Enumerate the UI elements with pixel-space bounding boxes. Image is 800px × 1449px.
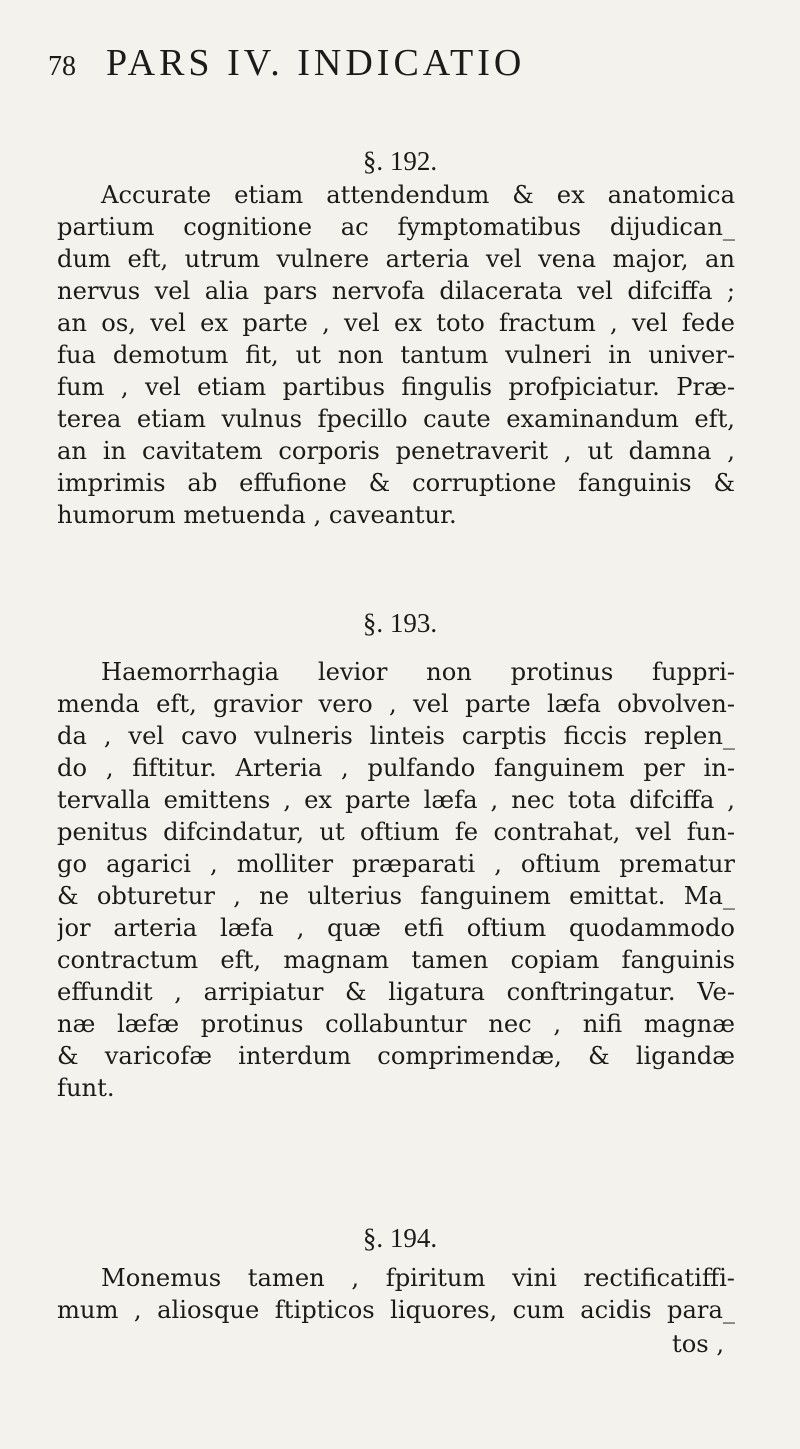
- text-line: funt.: [57, 1074, 115, 1102]
- text-line: dum eft, utrum vulnere arteria vel vena major, an: [57, 245, 735, 273]
- text-line: terea etiam vulnus fpecillo caute examinandum eft,: [57, 405, 735, 433]
- paragraph-192: [57, 179, 735, 531]
- text-line: humorum metuenda , caveantur.: [57, 501, 457, 529]
- text-line: Monemus tamen , fpiritum vini rectificatiffi-: [101, 1264, 735, 1292]
- section-mark-192: §. 192.: [362, 146, 438, 176]
- text-line: Haemorrhagia levior non protinus fuppri-: [101, 658, 735, 686]
- text-line: an os, vel ex parte , vel ex toto fractum , vel fede: [57, 309, 735, 337]
- text-line: nervus vel alia pars nervofa dilacerata vel difciffa ;: [57, 277, 735, 305]
- text-line: menda eft, gravior vero , vel parte læfa obvolven-: [57, 690, 735, 718]
- text-line: mum , aliosque ftipticos liquores, cum acidis para_: [57, 1296, 735, 1324]
- running-head-title: PARS IV. INDICATIO: [106, 42, 526, 84]
- text-line: Accurate etiam attendendum & ex anatomica: [101, 181, 735, 209]
- text-line: & varicofæ interdum comprimendæ, & ligandæ: [57, 1042, 735, 1070]
- text-line: contractum eft, magnam tamen copiam fanguinis: [57, 946, 735, 974]
- section-mark-193: §. 193.: [362, 608, 438, 638]
- text-line: fua demotum fit, ut non tantum vulneri in univer-: [57, 341, 735, 369]
- text-line: do , fiftitur. Arteria , pulfando fanguinem per in-: [57, 754, 735, 782]
- text-line: partium cognitione ac fymptomatibus dijudican_: [57, 213, 735, 241]
- text-line: imprimis ab effufione & corruptione fanguinis &: [57, 469, 735, 497]
- text-line: tervalla emittens , ex parte læfa , nec tota difciffa ,: [57, 786, 735, 814]
- page-number: 78: [48, 51, 76, 82]
- catchword: tos ,: [672, 1330, 725, 1358]
- paragraph-193: [57, 656, 735, 1104]
- paragraph-194: [57, 1262, 735, 1326]
- text-line: go agarici , molliter præparati , oftium prematur: [57, 850, 735, 878]
- text-line: jor arteria læfa , quæ etfi oftium quodammodo: [57, 914, 735, 942]
- text-line: da , vel cavo vulneris linteis carptis ficcis replen_: [57, 722, 735, 750]
- running-head: [48, 44, 688, 82]
- text-line: & obturetur , ne ulterius fanguinem emittat. Ma_: [57, 882, 735, 910]
- text-line: penitus difcindatur, ut oftium fe contrahat, vel fun-: [57, 818, 735, 846]
- text-line: effundit , arripiatur & ligatura conftringatur. Ve-: [57, 978, 735, 1006]
- text-line: næ læfæ protinus collabuntur nec , nifi magnæ: [57, 1010, 735, 1038]
- text-line: fum , vel etiam partibus fingulis profpiciatur. Præ-: [57, 373, 735, 401]
- text-line: an in cavitatem corporis penetraverit , ut damna ,: [57, 437, 735, 465]
- section-mark-194: §. 194.: [362, 1223, 438, 1253]
